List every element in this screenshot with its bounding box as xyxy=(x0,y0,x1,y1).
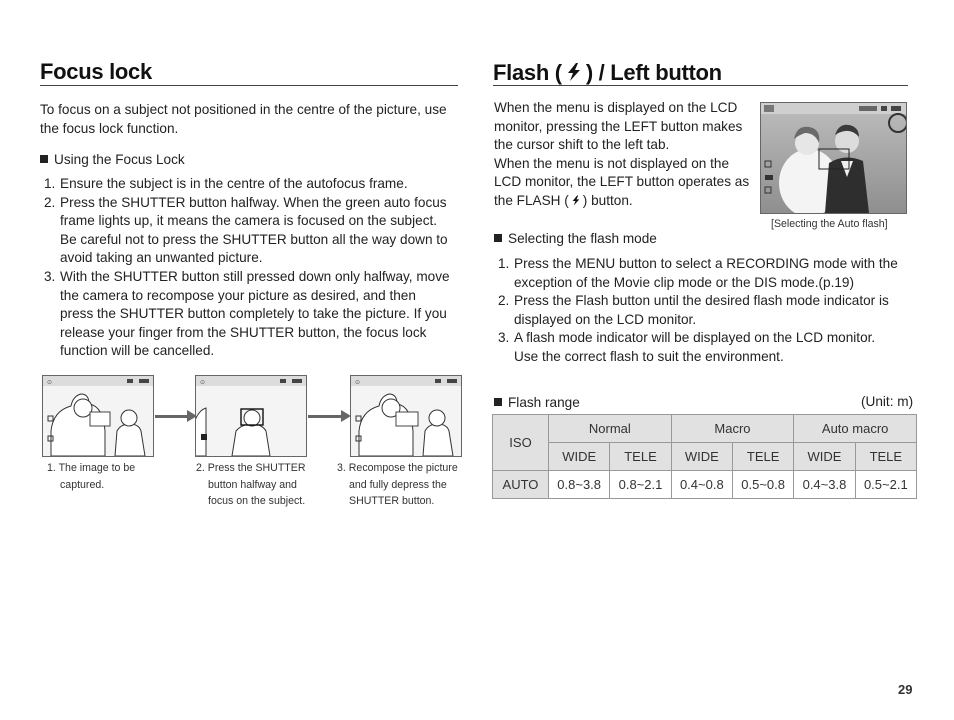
subheader-cell: TELE xyxy=(732,443,793,471)
wedding-couple-photo xyxy=(761,103,906,213)
caption-line: SHUTTER button. xyxy=(349,495,435,507)
step-line: press the SHUTTER button completely to take the picture. If you xyxy=(60,306,447,322)
flash-left-button-title: Flash ( ) / Left button xyxy=(493,60,722,85)
step-line: Press the Flash button until the desired flash mode indicator is xyxy=(514,293,889,309)
table-row-subheaders xyxy=(493,443,917,471)
intro-line-1: To focus on a subject not positioned in the centre of the picture, use xyxy=(40,102,447,117)
camera-lcd-illustration xyxy=(351,376,461,456)
flash-bolt-icon xyxy=(571,194,581,207)
iso-header: ISO xyxy=(493,415,549,471)
image-caption-2 xyxy=(196,460,336,510)
subheader-cell: TELE xyxy=(610,443,671,471)
subheader-cell: TELE xyxy=(855,443,916,471)
intro-line-2: the focus lock function. xyxy=(40,120,179,136)
flash-mode-subhead: Selecting the flash mode xyxy=(494,230,657,249)
focus-lock-subhead: Using the Focus Lock xyxy=(40,151,185,170)
square-bullet-icon xyxy=(40,155,48,163)
value-cell: 0.5~0.8 xyxy=(732,471,793,499)
step-line: the camera to recompose your picture as desired, and then xyxy=(60,287,416,303)
step-number: 3. xyxy=(498,330,510,346)
image-caption-3 xyxy=(337,460,477,510)
value-cell: 0.8~3.8 xyxy=(549,471,610,499)
unit-label: (Unit: m) xyxy=(861,394,914,409)
focus-lock-step xyxy=(40,194,470,268)
auto-flash-caption: [Selecting the Auto flash] xyxy=(771,218,888,230)
auto-flash-lcd-photo xyxy=(760,102,907,214)
step-line: Press the SHUTTER button halfway. When the green auto focus xyxy=(60,194,447,210)
caption-line: and fully depress the xyxy=(349,478,447,491)
value-cell: 0.4~0.8 xyxy=(671,471,732,499)
row-label-auto: AUTO xyxy=(493,471,549,499)
step-line: Use the correct flash to suit the environment. xyxy=(514,348,784,364)
step-number: 1. xyxy=(498,256,510,271)
subheader-cell: WIDE xyxy=(671,443,732,471)
description-line: When the menu is not displayed on the xyxy=(494,155,730,171)
value-cell: 0.8~2.1 xyxy=(610,471,671,499)
page-number: 29 xyxy=(898,682,913,697)
group-header-normal: Normal xyxy=(549,415,672,443)
caption-line: focus on the subject. xyxy=(208,495,306,507)
value-cell: 0.4~3.8 xyxy=(794,471,855,499)
group-header-auto-macro: Auto macro xyxy=(794,415,917,443)
flash-mode-step xyxy=(494,329,924,366)
svg-text:⊙: ⊙ xyxy=(200,379,206,386)
flash-bolt-icon xyxy=(565,62,583,82)
caption-line: button halfway and xyxy=(208,478,297,491)
step-line: A flash mode indicator will be displayed on the LCD monitor. xyxy=(514,330,876,346)
step-line: avoid taking an unwanted picture. xyxy=(60,250,263,266)
step-line: function will be cancelled. xyxy=(60,343,215,359)
svg-text:⊙: ⊙ xyxy=(355,379,361,386)
subheader-cell: WIDE xyxy=(549,443,610,471)
value-cell: 0.5~2.1 xyxy=(855,471,916,499)
focus-lock-title: Focus lock xyxy=(40,59,152,84)
step-number: 1. xyxy=(44,176,56,191)
right-arrow-icon xyxy=(155,415,187,418)
step-line: frame lights up, it means the camera is focused on the subject. xyxy=(60,213,438,229)
flash-range-table xyxy=(492,414,917,499)
flash-mode-steps xyxy=(494,255,924,367)
caption-line: 3. Recompose the picture xyxy=(337,462,458,474)
step-line: release your finger from the SHUTTER button, the focus lock xyxy=(60,324,427,340)
image-caption-1 xyxy=(47,460,187,493)
square-bullet-icon xyxy=(494,234,502,242)
title-rule-right xyxy=(493,85,908,86)
step-number: 2. xyxy=(498,293,510,309)
step-line: Be careful not to press the SHUTTER button all the way down to xyxy=(60,231,448,247)
flash-description xyxy=(494,99,764,192)
description-line: the cursor shift to the left tab. xyxy=(494,137,670,153)
camera-lcd-illustration xyxy=(196,376,306,456)
step-line: exception of the Movie clip mode or the DIS mode.(p.19) xyxy=(514,274,855,290)
subheader-cell: WIDE xyxy=(794,443,855,471)
camera-screen-3 xyxy=(350,375,462,457)
right-arrow-icon xyxy=(308,415,341,418)
step-number: 3. xyxy=(44,268,56,284)
caption-line: 1. The image to be xyxy=(47,462,136,474)
square-bullet-icon xyxy=(494,398,502,406)
step-number: 2. xyxy=(44,194,56,210)
step-line: Press the MENU button to select a RECORDING mode with the xyxy=(514,256,898,271)
flash-range-subhead: Flash range xyxy=(494,394,580,413)
flash-mode-step xyxy=(494,255,924,292)
group-header-macro: Macro xyxy=(671,415,794,443)
camera-lcd-illustration xyxy=(43,376,153,456)
step-line: With the SHUTTER button still pressed down only halfway, move xyxy=(60,268,450,284)
caption-line: 2. Press the SHUTTER xyxy=(196,462,306,474)
step-line: displayed on the LCD monitor. xyxy=(514,311,697,327)
svg-text:⊙: ⊙ xyxy=(47,379,53,386)
table-row-auto xyxy=(493,471,917,499)
step-line: Ensure the subject is in the centre of the autofocus frame. xyxy=(60,176,408,191)
flash-description-last: the FLASH ( ) button. xyxy=(494,193,633,208)
camera-screen-1 xyxy=(42,375,154,457)
focus-lock-step xyxy=(40,268,470,361)
caption-line: captured. xyxy=(60,478,105,491)
description-line: monitor, pressing the LEFT button makes xyxy=(494,118,743,134)
focus-lock-intro xyxy=(40,101,470,138)
title-rule-left xyxy=(40,85,458,86)
flash-mode-step xyxy=(494,292,924,329)
camera-screen-2 xyxy=(195,375,307,457)
focus-lock-steps xyxy=(40,175,470,361)
description-line: LCD monitor, the LEFT button operates as xyxy=(494,174,750,190)
description-line: When the menu is displayed on the LCD xyxy=(494,100,738,115)
focus-lock-step xyxy=(40,175,470,194)
